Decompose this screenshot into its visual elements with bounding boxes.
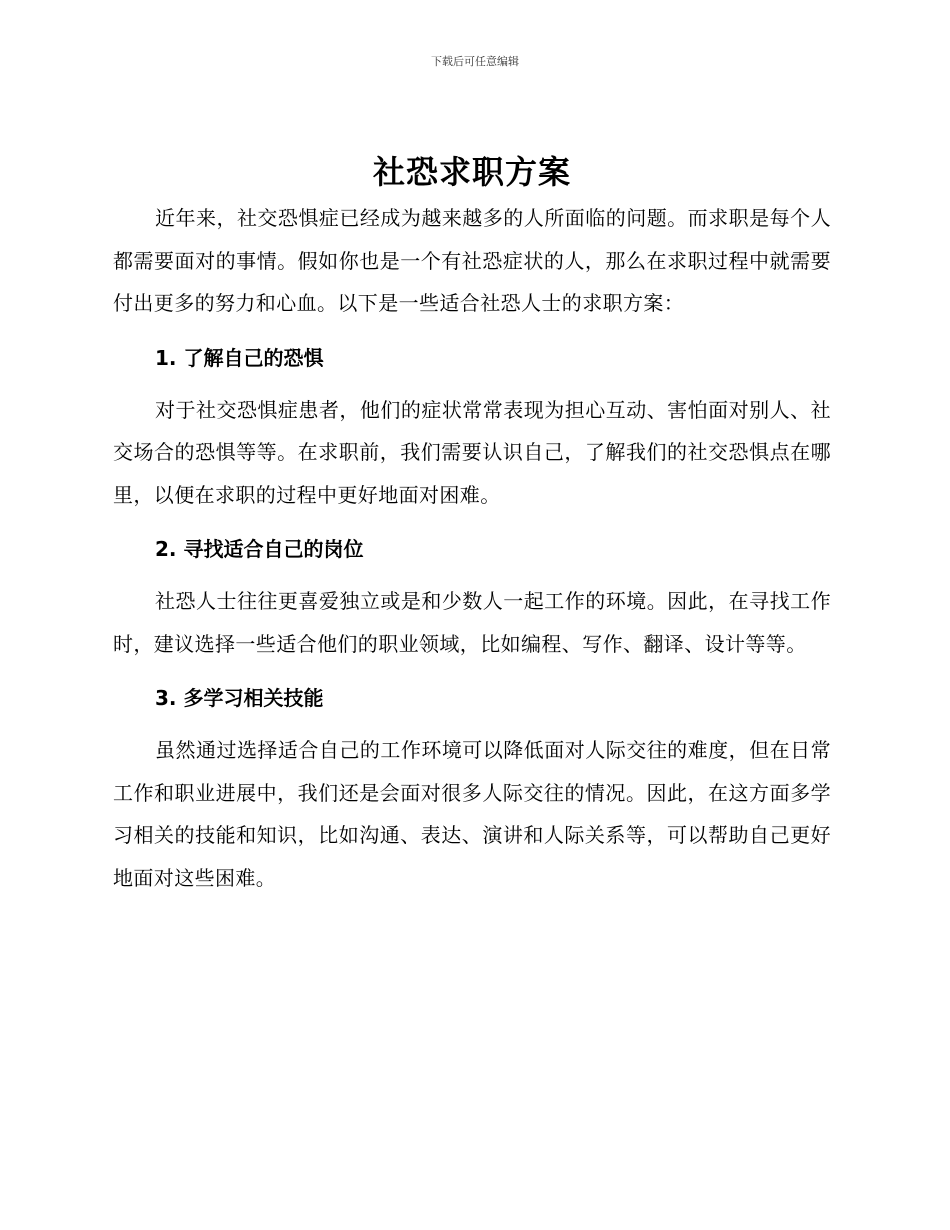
intro-paragraph: 近年来，社交恐惧症已经成为越来越多的人所面临的问题。而求职是每个人都需要面对的事情。假如你也是一个有社恐症状的人，那么在求职过程中就需要付出更多的努力和心血。以下是一些适合社恐人士的求职方案： xyxy=(113,206,831,315)
section-body-2: 社恐人士往往更喜爱独立或是和少数人一起工作的环境。因此，在寻找工作时，建议选择一些适合他们的职业领域，比如编程、写作、翻译、设计等等。 xyxy=(113,589,831,656)
section-body-1: 对于社交恐惧症患者，他们的症状常常表现为担心互动、害怕面对别人、社交场合的恐惧等等。在求职前，我们需要认识自己，了解我们的社交恐惧点在哪里，以便在求职的过程中更好地面对困难。 xyxy=(113,397,831,507)
section-heading-1: 1. 了解自己的恐惧 xyxy=(155,345,324,370)
section-heading-3: 3. 多学习相关技能 xyxy=(155,686,324,710)
section-body-3: 虽然通过选择适合自己的工作环境可以降低面对人际交往的难度，但在日常工作和职业进展中，我们还是会面对很多人际交往的情况。因此，在这方面多学习相关的技能和知识，比如沟通、表达、演讲和人际关系等，可以帮助自己更好地面对这些困难。 xyxy=(113,738,831,890)
section-heading-2: 2. 寻找适合自己的岗位 xyxy=(155,537,364,561)
document-title: 社恐求职方案 xyxy=(372,153,571,191)
header-note: 下载后可任意编辑 xyxy=(431,55,519,68)
document-content xyxy=(113,150,831,899)
